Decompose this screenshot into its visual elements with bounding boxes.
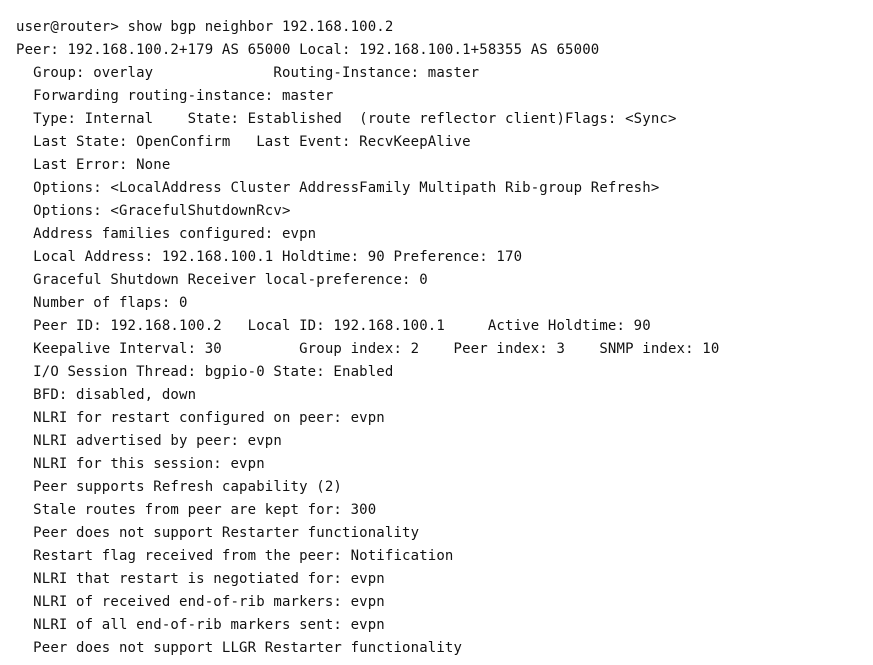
output-line: NLRI of all end-of-rib markers sent: evpn <box>16 617 385 633</box>
output-line: Options: <GracefulShutdownRcv> <box>16 203 291 219</box>
output-line: NLRI for this session: evpn <box>16 456 265 472</box>
output-line: Peer does not support LLGR Restarter functionality <box>16 640 463 656</box>
output-line: Keepalive Interval: 30 Group index: 2 Peer index: 3 SNMP index: 10 <box>16 341 720 357</box>
output-line: NLRI advertised by peer: evpn <box>16 433 282 449</box>
output-line: Forwarding routing-instance: master <box>16 88 334 104</box>
output-line: Local Address: 192.168.100.1 Holdtime: 90 Preference: 170 <box>16 249 523 265</box>
output-line: Group: overlay Routing-Instance: master <box>16 65 480 81</box>
output-line: NLRI for restart configured on peer: evpn <box>16 410 385 426</box>
output-line: Number of flaps: 0 <box>16 295 188 311</box>
output-line: Type: Internal State: Established (route reflector client)Flags: <Sync> <box>16 111 677 127</box>
output-line: Peer does not support Restarter functionality <box>16 525 420 541</box>
output-line: Graceful Shutdown Receiver local-preference: 0 <box>16 272 428 288</box>
output-line: Restart flag received from the peer: Notification <box>16 548 454 564</box>
output-line: Last Error: None <box>16 157 171 173</box>
output-line: Last State: OpenConfirm Last Event: RecvKeepAlive <box>16 134 471 150</box>
output-line: Stale routes from peer are kept for: 300 <box>16 502 377 518</box>
output-line: BFD: disabled, down <box>16 387 197 403</box>
output-line: Peer supports Refresh capability (2) <box>16 479 342 495</box>
output-line: Peer: 192.168.100.2+179 AS 65000 Local: 192.168.100.1+58355 AS 65000 <box>16 42 600 58</box>
output-line: NLRI of received end-of-rib markers: evpn <box>16 594 385 610</box>
output-line: NLRI that restart is negotiated for: evpn <box>16 571 385 587</box>
output-line: Options: <LocalAddress Cluster AddressFamily Multipath Rib-group Refresh> <box>16 180 660 196</box>
output-line: Address families configured: evpn <box>16 226 317 242</box>
command-prompt-line: user@router> show bgp neighbor 192.168.100.2 <box>16 19 394 35</box>
output-line: I/O Session Thread: bgpio-0 State: Enabled <box>16 364 394 380</box>
output-line: Peer ID: 192.168.100.2 Local ID: 192.168.100.1 Active Holdtime: 90 <box>16 318 651 334</box>
